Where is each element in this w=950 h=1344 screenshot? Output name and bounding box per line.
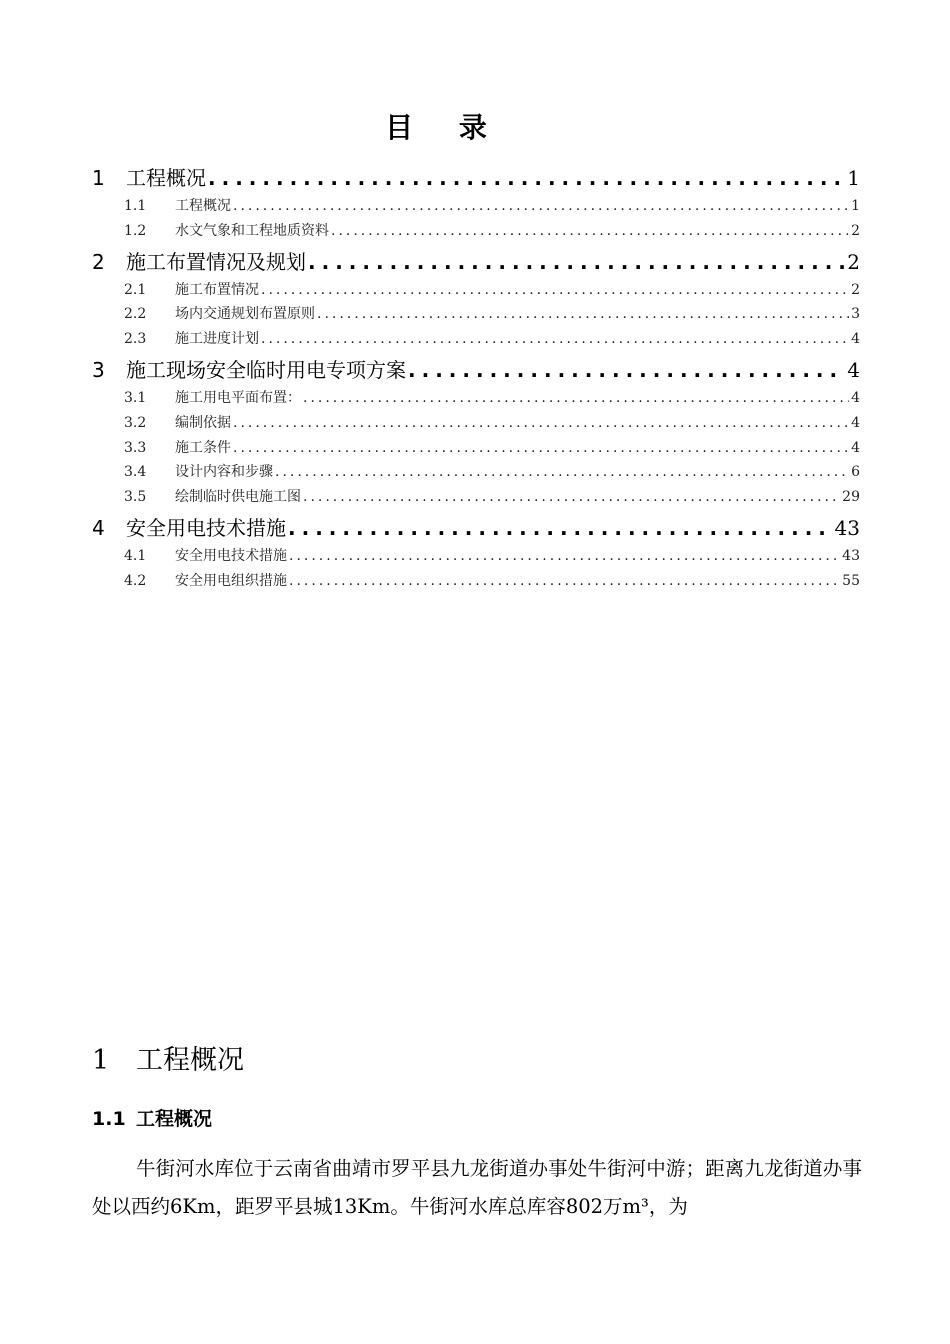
toc-dot-leader: [331, 219, 849, 244]
toc-dot-leader: [289, 544, 840, 569]
toc-entry-number: 1: [92, 166, 105, 190]
toc-entry-title: 施工现场安全临时用电专项方案: [126, 357, 406, 382]
toc-entry-number: 3: [92, 357, 105, 382]
toc-entry-section[interactable]: [92, 460, 860, 485]
toc-dot-leader: [233, 436, 849, 461]
toc-dot-leader: [288, 512, 833, 544]
toc-dot-leader: [233, 411, 849, 436]
toc-dot-leader: [317, 302, 849, 327]
toc-entry-section[interactable]: [92, 302, 860, 327]
toc-entry-section[interactable]: [92, 327, 860, 352]
body-paragraph: 牛街河水库位于云南省曲靖市罗平县九龙街道办事处牛街河中游；距离九龙街道办事处以西约6Km，距罗平县城13Km。牛街河水库总库容802万m³，为: [92, 1157, 862, 1218]
toc-entry-title: 施工进度计划: [175, 331, 259, 348]
toc-entry-title: 施工用电平面布置：: [175, 389, 301, 406]
toc-entry-section[interactable]: [92, 219, 860, 244]
toc-entry-title: 安全用电组织措施: [175, 572, 287, 589]
toc-entry-title: 工程概况: [126, 166, 206, 190]
toc-dot-leader: [303, 485, 840, 510]
toc-entry-section[interactable]: [92, 436, 860, 461]
section-title: 工程概况: [136, 1045, 244, 1076]
toc-entry-title: 施工布置情况: [175, 281, 259, 298]
toc-entry-number: 4.1: [124, 547, 147, 564]
toc-entry-page: 4: [851, 439, 860, 456]
toc-entry-title: 编制依据: [175, 414, 231, 431]
toc-dot-leader: [208, 162, 845, 194]
toc-entry-title: 安全用电技术措施: [126, 515, 286, 540]
subsection-number: 1.1: [92, 1108, 126, 1130]
toc-entry-number: 3.2: [124, 414, 147, 431]
section-number: 1: [92, 1045, 110, 1076]
toc-entry-page: 2: [851, 281, 860, 298]
toc-entry-title: 施工条件: [175, 439, 231, 456]
toc-entry-number: 2.2: [124, 306, 147, 323]
toc-entry-page: 4: [851, 414, 860, 431]
toc-entry-title: 工程概况: [175, 198, 231, 214]
toc-dot-leader: [303, 386, 849, 411]
toc-entry-number: 3.3: [124, 439, 147, 456]
toc-entry-number: 4: [92, 515, 105, 540]
toc-entry-section[interactable]: [92, 411, 860, 436]
toc-entry-section[interactable]: [92, 194, 860, 219]
toc-entry-page: 4: [851, 389, 860, 406]
toc-entry-title: 场内交通规划布置原则: [175, 306, 315, 323]
toc-title: 目 录: [385, 111, 505, 144]
toc-entry-number: 4.2: [124, 572, 147, 589]
toc-entry-section[interactable]: [92, 569, 860, 594]
toc-entry-page: 4: [847, 357, 860, 382]
toc-entry-page: 43: [834, 515, 860, 540]
toc-entry-number: 2.1: [124, 281, 147, 298]
toc-entry-section[interactable]: [92, 278, 860, 303]
section-heading: [92, 1038, 244, 1077]
toc-dot-leader: [261, 278, 849, 303]
subsection-title: 工程概况: [136, 1108, 213, 1130]
toc-dot-leader: [308, 246, 845, 278]
toc-entry-chapter[interactable]: [92, 354, 860, 386]
toc-entry-number: 2: [92, 249, 105, 274]
toc-entry-number: 1.1: [124, 198, 147, 214]
toc-entry-number: 3.4: [124, 464, 147, 481]
toc-entry-section[interactable]: [92, 386, 860, 411]
toc-entry-page: 29: [842, 489, 860, 506]
toc-entry-section[interactable]: [92, 485, 860, 510]
toc-dot-leader: [261, 327, 849, 352]
toc-entry-chapter[interactable]: [92, 246, 860, 278]
toc-entry-page: 43: [842, 547, 860, 564]
toc-dot-leader: [408, 354, 845, 386]
toc-entry-number: 2.3: [124, 331, 147, 348]
toc-entry-page: 2: [847, 249, 860, 274]
toc-entry-title: 水文气象和工程地质资料: [175, 222, 329, 239]
toc-dot-leader: [289, 569, 840, 594]
toc-entry-page: 3: [851, 306, 860, 323]
toc-entry-number: 1.2: [124, 222, 147, 239]
toc-entry-number: 3.5: [124, 489, 147, 506]
toc-entry-page: 4: [851, 331, 860, 348]
subsection-heading: [92, 1104, 212, 1131]
toc-entry-title: 设计内容和步骤: [175, 464, 273, 481]
toc-entry-page: 55: [842, 572, 860, 589]
toc-entry-chapter[interactable]: [92, 162, 860, 194]
toc-entry-page: 1: [847, 166, 860, 190]
toc-dot-leader: [233, 194, 849, 219]
toc-entry-page: 6: [851, 464, 860, 481]
toc-entry-section[interactable]: [92, 544, 860, 569]
toc-dot-leader: [275, 460, 849, 485]
toc-entry-title: 施工布置情况及规划: [126, 249, 306, 274]
toc-entry-page: 2: [851, 222, 860, 239]
table-of-contents: [92, 160, 860, 594]
toc-entry-title: 安全用电技术措施: [175, 547, 287, 564]
toc-entry-page: 1: [851, 198, 860, 214]
toc-entry-number: 3.1: [124, 389, 147, 406]
toc-entry-chapter[interactable]: [92, 512, 860, 544]
toc-entry-title: 绘制临时供电施工图: [175, 489, 301, 506]
